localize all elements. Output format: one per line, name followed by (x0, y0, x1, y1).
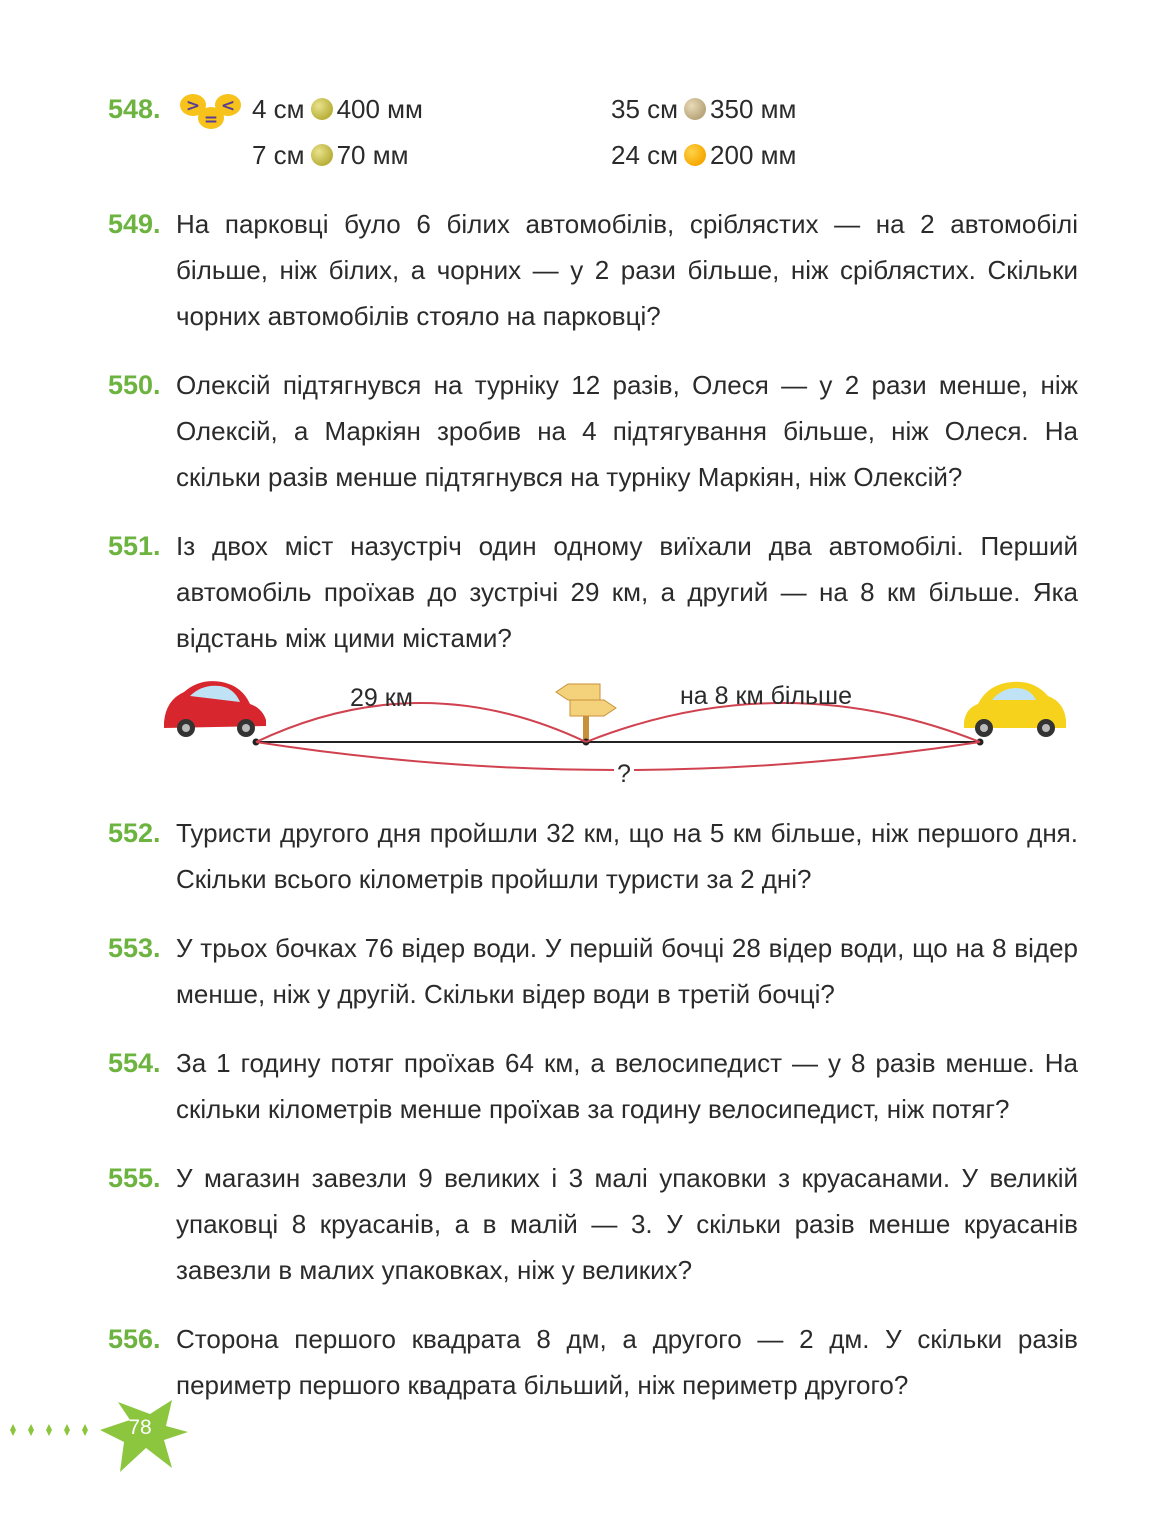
comparison-slot[interactable] (684, 144, 706, 166)
comparison-right: 200 мм (710, 140, 797, 170)
comparison-left: 7 см (252, 140, 305, 170)
task-number: 551. (108, 531, 161, 561)
task-text: У магазин завезли 9 великих і 3 малі упаковки з круасанами. У великій упаковці 8 круасанів, а в малій — 3. У скільки разів менше круасанів завезли в малих упаковках, ніж у великих? (176, 1163, 1078, 1285)
page-number: 78 (128, 1416, 152, 1439)
comparison-slot[interactable] (311, 98, 333, 120)
task-text: За 1 годину потяг проїхав 64 км, а велосипедист — у 8 разів менше. На скільки кілометрів менше проїхав за годину велосипедист, ніж потяг? (176, 1048, 1078, 1124)
task-number: 552. (108, 818, 161, 848)
task-text: Туристи другого дня пройшли 32 км, що на 5 км більше, ніж першого дня. Скільки всього кілометрів пройшли туристи за 2 дні? (176, 818, 1078, 894)
page-badge (0, 1398, 200, 1478)
svg-text:=: = (203, 110, 219, 130)
task-text: У трьох бочках 76 відер води. У першій бочці 28 відер води, що на 8 відер менше, ніж у другій. Скільки відер води в третій бочці? (176, 933, 1078, 1009)
task-text: Олексій підтягнувся на турніку 12 разів, Олеся — у 2 рази менше, ніж Олексій, а Маркіян зробив на 4 підтягування більше, ніж Олеся. На скільки разів менше підтягнувся на турніку Маркіян, ніж Олексій? (176, 370, 1078, 492)
svg-text:>: > (185, 96, 201, 116)
comparison-item (252, 132, 408, 178)
comparison-left: 35 см (611, 94, 679, 124)
comparison-slot[interactable] (311, 144, 333, 166)
task-number: 548. (108, 94, 161, 124)
comparison-right: 70 мм (336, 140, 409, 170)
comparison-slot[interactable] (684, 98, 706, 120)
task-text: Сторона першого квадрата 8 дм, а другого — 2 дм. У скільки разів периметр першого квадрата більший, ніж периметр другого? (176, 1324, 1078, 1400)
right-segment-label: на 8 км більше (680, 682, 853, 710)
task-number: 555. (108, 1163, 161, 1193)
task-number: 549. (108, 209, 161, 239)
left-segment-label: 29 км (350, 684, 413, 712)
svg-text:<: < (220, 96, 236, 116)
signpost-icon (556, 684, 616, 740)
task-number: 556. (108, 1324, 161, 1354)
red-car-icon (164, 681, 266, 737)
comparison-left: 24 см (611, 140, 679, 170)
task-number: 553. (108, 933, 161, 963)
task-number: 554. (108, 1048, 161, 1078)
comparison-right: 400 мм (336, 94, 423, 124)
comparison-item (611, 86, 796, 132)
distance-diagram (150, 670, 1080, 800)
comparison-left: 4 см (252, 94, 305, 124)
task-number: 550. (108, 370, 161, 400)
task-text: На парковці було 6 білих автомобілів, сріблястих — на 2 автомобілі більше, ніж білих, а чорних — у 2 рази більше, ніж сріблястих. Скільки чорних автомобілів стояло на парковці? (176, 209, 1078, 331)
compare-signs-icon (178, 90, 244, 132)
total-label: ? (614, 760, 634, 789)
task-text: Із двох міст назустріч один одному виїхали два автомобілі. Перший автомобіль проїхав до зустрічі 29 км, а другий — на 8 км більше. Яка відстань між цими містами? (176, 531, 1078, 653)
comparison-item (252, 86, 423, 132)
comparison-right: 350 мм (710, 94, 797, 124)
yellow-car-icon (964, 682, 1066, 737)
comparison-item (611, 132, 796, 178)
